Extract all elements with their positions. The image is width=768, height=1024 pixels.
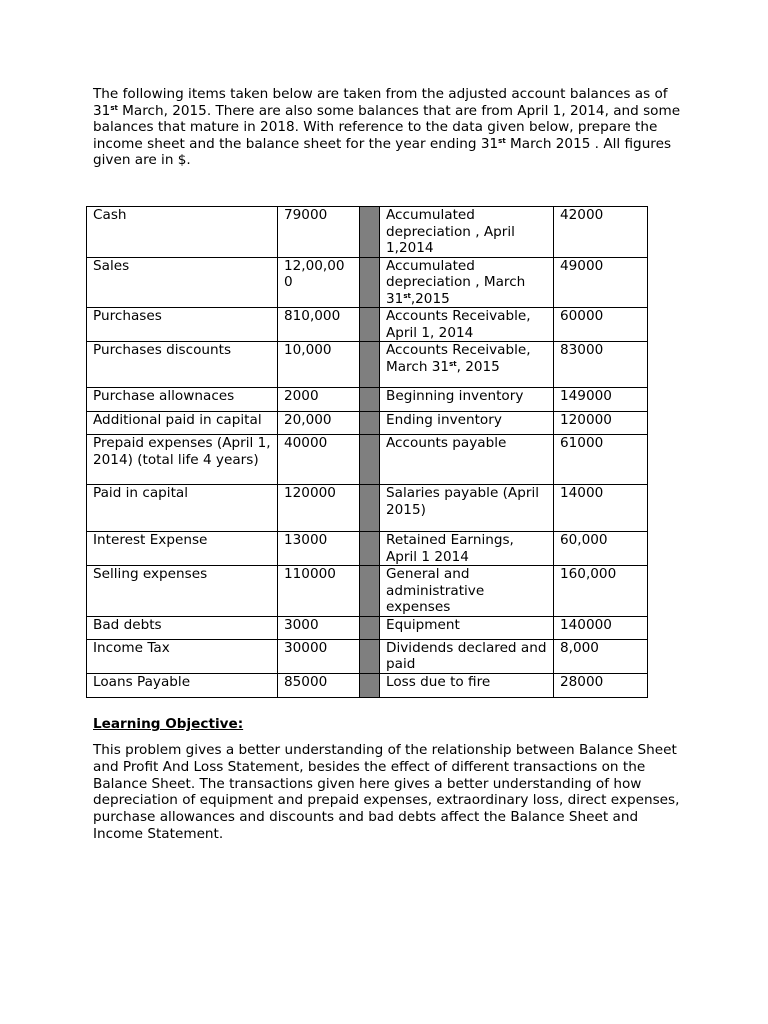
intro-paragraph (93, 86, 683, 169)
table-row (87, 435, 648, 485)
learning-objective-paragraph: This problem gives a better understanding of the relationship between Balance Sheet and Profit And Loss Statement, besides the effect of different transactions on the Balance Sheet. The transactions given here gives a better understanding of how depreciation of equipment and prepaid expenses, extraordinary loss, direct expenses, purchase allowances and discounts and bad debts affect the Balance Sheet and Income Statement. (93, 742, 680, 842)
right-account-value: 60,000 (554, 532, 648, 566)
left-account-value: 12,00,000 (278, 257, 360, 308)
left-account-label: Interest Expense (87, 532, 278, 566)
left-account-label: Selling expenses (87, 566, 278, 617)
left-account-label: Bad debts (87, 616, 278, 639)
divider-column (360, 207, 380, 258)
right-account-value: 61000 (554, 435, 648, 485)
right-account-value: 28000 (554, 673, 648, 697)
right-account-label-superscript: st (449, 359, 457, 368)
left-account-value: 110000 (278, 566, 360, 617)
table-row (87, 308, 648, 342)
divider-column (360, 388, 380, 412)
left-account-label: Paid in capital (87, 485, 278, 532)
right-account-label: Equipment (380, 616, 554, 639)
table-row (87, 566, 648, 617)
left-account-label: Purchases (87, 308, 278, 342)
left-account-label: Sales (87, 257, 278, 308)
right-account-label-superscript: st (403, 291, 411, 300)
divider-column (360, 412, 380, 435)
table-row (87, 342, 648, 388)
left-account-value: 2000 (278, 388, 360, 412)
right-account-value: 149000 (554, 388, 648, 412)
right-account-label: Accounts payable (380, 435, 554, 485)
divider-column (360, 257, 380, 308)
account-balances-table (86, 206, 648, 698)
divider-column (360, 485, 380, 532)
divider-column (360, 308, 380, 342)
right-account-value: 14000 (554, 485, 648, 532)
intro-text-part2: March, 2015. There are also some balances that are from April 1, 2014, and some balances that mature in 2018. With reference to the data given below, prepare the income sheet and the balance sheet for the year ending 31 (93, 102, 681, 152)
right-account-label-suffix: , 2015 (456, 358, 500, 375)
right-account-value: 83000 (554, 342, 648, 388)
left-account-value: 10,000 (278, 342, 360, 388)
right-account-label (380, 342, 554, 388)
right-account-label: Accounts Receivable, April 1, 2014 (380, 308, 554, 342)
table-row (87, 673, 648, 697)
left-account-value: 20,000 (278, 412, 360, 435)
intro-superscript-2: st (498, 136, 506, 145)
right-account-label-main: Accounts Receivable, March 31 (386, 342, 531, 375)
left-account-label: Additional paid in capital (87, 412, 278, 435)
learning-objective-heading: Learning Objective: (93, 716, 244, 732)
intro-text-part1: The following items taken below are taken from the adjusted account balances as of 31 (93, 86, 668, 119)
right-account-label-main: Accumulated depreciation , March 31 (386, 257, 526, 307)
right-account-label: General and administrative expenses (380, 566, 554, 617)
divider-column (360, 532, 380, 566)
table-row (87, 412, 648, 435)
right-account-value: 60000 (554, 308, 648, 342)
divider-column (360, 639, 380, 673)
right-account-label: Salaries payable (April 2015) (380, 485, 554, 532)
left-account-value: 40000 (278, 435, 360, 485)
left-account-value: 3000 (278, 616, 360, 639)
right-account-label-suffix: ,2015 (410, 290, 450, 307)
right-account-label: Ending inventory (380, 412, 554, 435)
table-row (87, 532, 648, 566)
right-account-value: 42000 (554, 207, 648, 258)
divider-column (360, 566, 380, 617)
intro-text-part3: March 2015 . All figures given are in $. (93, 135, 672, 169)
left-account-value: 79000 (278, 207, 360, 258)
table-row (87, 616, 648, 639)
table-row (87, 207, 648, 258)
left-account-value: 120000 (278, 485, 360, 532)
left-account-value: 810,000 (278, 308, 360, 342)
intro-text (93, 86, 683, 169)
right-account-label: Accumulated depreciation , April 1,2014 (380, 207, 554, 258)
right-account-value: 120000 (554, 412, 648, 435)
divider-column (360, 616, 380, 639)
right-account-label: Beginning inventory (380, 388, 554, 412)
divider-column (360, 342, 380, 388)
right-account-label: Dividends declared and paid (380, 639, 554, 673)
left-account-label: Cash (87, 207, 278, 258)
right-account-label (380, 257, 554, 308)
right-account-value: 49000 (554, 257, 648, 308)
right-account-value: 140000 (554, 616, 648, 639)
left-account-value: 13000 (278, 532, 360, 566)
table-row (87, 485, 648, 532)
table-row (87, 639, 648, 673)
left-account-label: Loans Payable (87, 673, 278, 697)
right-account-value: 8,000 (554, 639, 648, 673)
left-account-value: 85000 (278, 673, 360, 697)
left-account-label: Prepaid expenses (April 1, 2014) (total life 4 years) (87, 435, 278, 485)
left-account-value: 30000 (278, 639, 360, 673)
divider-column (360, 435, 380, 485)
divider-column (360, 673, 380, 697)
right-account-label: Loss due to fire (380, 673, 554, 697)
table-row (87, 388, 648, 412)
left-account-label: Income Tax (87, 639, 278, 673)
left-account-label: Purchases discounts (87, 342, 278, 388)
right-account-value: 160,000 (554, 566, 648, 617)
left-account-label: Purchase allownaces (87, 388, 278, 412)
right-account-label: Retained Earnings, April 1 2014 (380, 532, 554, 566)
intro-superscript-1: st (110, 103, 118, 112)
table-row (87, 257, 648, 308)
